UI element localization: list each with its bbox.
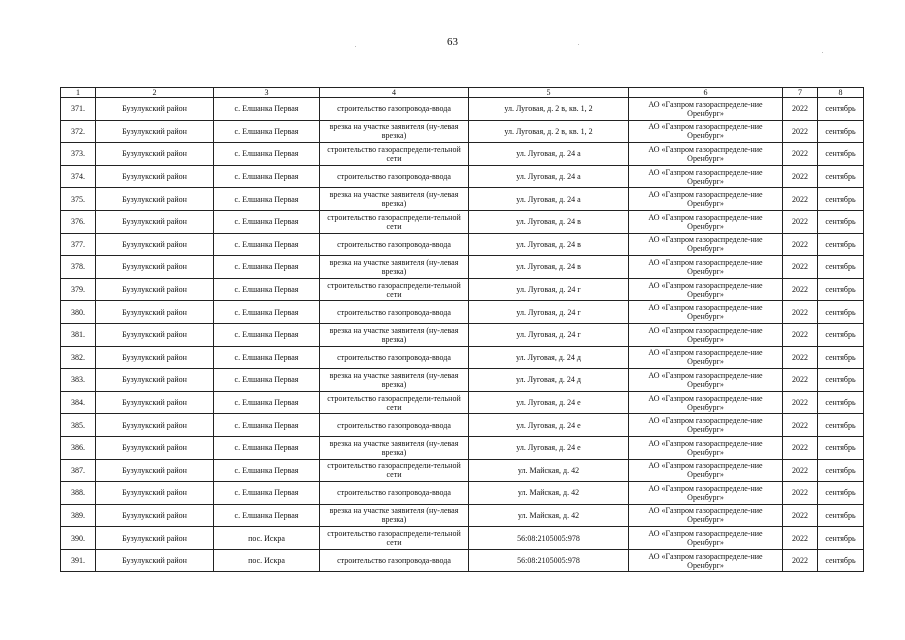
month-cell: сентябрь <box>818 527 864 550</box>
organization-cell: АО «Газпром газораспределе-ние Оренбург» <box>629 369 783 392</box>
table-row <box>61 98 864 121</box>
organization-cell: АО «Газпром газораспределе-ние Оренбург» <box>629 391 783 414</box>
address-cell: ул. Майская, д. 42 <box>469 482 629 505</box>
column-month-header: 8 <box>818 88 864 98</box>
row-number-cell: 388. <box>61 482 96 505</box>
address-cell: 56:08:2105005:978 <box>469 549 629 572</box>
address-cell: ул. Луговая, д. 24 в <box>469 256 629 279</box>
organization-cell: АО «Газпром газораспределе-ние Оренбург» <box>629 504 783 527</box>
table-row <box>61 233 864 256</box>
organization-cell: АО «Газпром газораспределе-ние Оренбург» <box>629 98 783 121</box>
work-type-cell: строительство газораспредели-тельной сети <box>320 278 469 301</box>
district-cell: Бузулукский район <box>96 369 214 392</box>
settlement-cell: с. Елшанка Первая <box>214 98 320 121</box>
month-cell: сентябрь <box>818 120 864 143</box>
year-cell: 2022 <box>783 346 818 369</box>
row-number-cell: 390. <box>61 527 96 550</box>
month-cell: сентябрь <box>818 233 864 256</box>
district-cell: Бузулукский район <box>96 482 214 505</box>
year-cell: 2022 <box>783 278 818 301</box>
address-cell: ул. Луговая, д. 24 е <box>469 414 629 437</box>
district-cell: Бузулукский район <box>96 391 214 414</box>
settlement-cell: с. Елшанка Первая <box>214 391 320 414</box>
work-type-cell: строительство газопровода-ввода <box>320 346 469 369</box>
year-cell: 2022 <box>783 165 818 188</box>
year-cell: 2022 <box>783 482 818 505</box>
address-cell: 56:08:2105005:978 <box>469 527 629 550</box>
address-cell: ул. Луговая, д. 24 а <box>469 188 629 211</box>
scan-speck <box>355 46 356 47</box>
settlement-cell: с. Елшанка Первая <box>214 482 320 505</box>
row-number-cell: 371. <box>61 98 96 121</box>
year-cell: 2022 <box>783 391 818 414</box>
organization-cell: АО «Газпром газораспределе-ние Оренбург» <box>629 459 783 482</box>
settlement-cell: с. Елшанка Первая <box>214 165 320 188</box>
table-row <box>61 188 864 211</box>
month-cell: сентябрь <box>818 504 864 527</box>
settlement-cell: с. Елшанка Первая <box>214 278 320 301</box>
address-cell: ул. Луговая, д. 24 а <box>469 143 629 166</box>
month-cell: сентябрь <box>818 346 864 369</box>
work-type-cell: врезка на участке заявителя (ну-левая врезка) <box>320 504 469 527</box>
settlement-cell: с. Елшанка Первая <box>214 346 320 369</box>
row-number-cell: 385. <box>61 414 96 437</box>
organization-cell: АО «Газпром газораспределе-ние Оренбург» <box>629 278 783 301</box>
month-cell: сентябрь <box>818 414 864 437</box>
work-type-cell: врезка на участке заявителя (ну-левая врезка) <box>320 120 469 143</box>
month-cell: сентябрь <box>818 143 864 166</box>
year-cell: 2022 <box>783 549 818 572</box>
work-type-cell: строительство газораспредели-тельной сети <box>320 143 469 166</box>
organization-cell: АО «Газпром газораспределе-ние Оренбург» <box>629 120 783 143</box>
row-number-cell: 375. <box>61 188 96 211</box>
column-number-header: 1 <box>61 88 96 98</box>
year-cell: 2022 <box>783 120 818 143</box>
address-cell: ул. Луговая, д. 24 а <box>469 165 629 188</box>
work-type-cell: строительство газораспредели-тельной сети <box>320 459 469 482</box>
settlement-cell: с. Елшанка Первая <box>214 323 320 346</box>
address-cell: ул. Луговая, д. 24 г <box>469 301 629 324</box>
table-row <box>61 527 864 550</box>
month-cell: сентябрь <box>818 210 864 233</box>
row-number-cell: 376. <box>61 210 96 233</box>
table-row <box>61 436 864 459</box>
work-type-cell: строительство газопровода-ввода <box>320 233 469 256</box>
settlement-cell: с. Елшанка Первая <box>214 369 320 392</box>
district-cell: Бузулукский район <box>96 436 214 459</box>
month-cell: сентябрь <box>818 459 864 482</box>
column-organization-header: 6 <box>629 88 783 98</box>
organization-cell: АО «Газпром газораспределе-ние Оренбург» <box>629 549 783 572</box>
table-row <box>61 482 864 505</box>
district-cell: Бузулукский район <box>96 143 214 166</box>
work-type-cell: строительство газораспредели-тельной сети <box>320 210 469 233</box>
work-type-cell: врезка на участке заявителя (ну-левая врезка) <box>320 369 469 392</box>
district-cell: Бузулукский район <box>96 98 214 121</box>
district-cell: Бузулукский район <box>96 527 214 550</box>
table-row <box>61 120 864 143</box>
district-cell: Бузулукский район <box>96 323 214 346</box>
settlement-cell: с. Елшанка Первая <box>214 504 320 527</box>
column-settlement-header: 3 <box>214 88 320 98</box>
address-cell: ул. Луговая, д. 24 е <box>469 391 629 414</box>
organization-cell: АО «Газпром газораспределе-ние Оренбург» <box>629 323 783 346</box>
row-number-cell: 377. <box>61 233 96 256</box>
row-number-cell: 378. <box>61 256 96 279</box>
organization-cell: АО «Газпром газораспределе-ние Оренбург» <box>629 301 783 324</box>
settlement-cell: с. Елшанка Первая <box>214 414 320 437</box>
district-cell: Бузулукский район <box>96 165 214 188</box>
address-cell: ул. Луговая, д. 24 г <box>469 323 629 346</box>
settlement-cell: с. Елшанка Первая <box>214 188 320 211</box>
work-type-cell: строительство газопровода-ввода <box>320 165 469 188</box>
month-cell: сентябрь <box>818 436 864 459</box>
data-table <box>60 87 864 572</box>
district-cell: Бузулукский район <box>96 549 214 572</box>
district-cell: Бузулукский район <box>96 459 214 482</box>
table-header <box>61 88 864 98</box>
table-row <box>61 414 864 437</box>
table-body <box>61 98 864 572</box>
address-cell: ул. Луговая, д. 24 д <box>469 346 629 369</box>
organization-cell: АО «Газпром газораспределе-ние Оренбург» <box>629 346 783 369</box>
month-cell: сентябрь <box>818 98 864 121</box>
address-cell: ул. Луговая, д. 24 в <box>469 210 629 233</box>
scan-speck <box>578 44 579 45</box>
month-cell: сентябрь <box>818 256 864 279</box>
column-address-header: 5 <box>469 88 629 98</box>
row-number-cell: 372. <box>61 120 96 143</box>
month-cell: сентябрь <box>818 165 864 188</box>
organization-cell: АО «Газпром газораспределе-ние Оренбург» <box>629 527 783 550</box>
district-cell: Бузулукский район <box>96 346 214 369</box>
organization-cell: АО «Газпром газораспределе-ние Оренбург» <box>629 143 783 166</box>
year-cell: 2022 <box>783 98 818 121</box>
work-type-cell: врезка на участке заявителя (ну-левая врезка) <box>320 323 469 346</box>
column-work-type-header: 4 <box>320 88 469 98</box>
address-cell: ул. Луговая, д. 24 д <box>469 369 629 392</box>
row-number-cell: 383. <box>61 369 96 392</box>
address-cell: ул. Луговая, д. 2 в, кв. 1, 2 <box>469 98 629 121</box>
year-cell: 2022 <box>783 369 818 392</box>
year-cell: 2022 <box>783 301 818 324</box>
year-cell: 2022 <box>783 143 818 166</box>
header-row <box>61 88 864 98</box>
address-cell: ул. Луговая, д. 24 е <box>469 436 629 459</box>
page-number: 63 <box>447 36 458 48</box>
organization-cell: АО «Газпром газораспределе-ние Оренбург» <box>629 414 783 437</box>
row-number-cell: 391. <box>61 549 96 572</box>
row-number-cell: 374. <box>61 165 96 188</box>
table-row <box>61 459 864 482</box>
month-cell: сентябрь <box>818 369 864 392</box>
month-cell: сентябрь <box>818 323 864 346</box>
month-cell: сентябрь <box>818 391 864 414</box>
district-cell: Бузулукский район <box>96 301 214 324</box>
row-number-cell: 373. <box>61 143 96 166</box>
work-type-cell: врезка на участке заявителя (ну-левая врезка) <box>320 256 469 279</box>
table-row <box>61 346 864 369</box>
address-cell: ул. Майская, д. 42 <box>469 504 629 527</box>
row-number-cell: 387. <box>61 459 96 482</box>
work-type-cell: строительство газопровода-ввода <box>320 301 469 324</box>
organization-cell: АО «Газпром газораспределе-ние Оренбург» <box>629 188 783 211</box>
settlement-cell: с. Елшанка Первая <box>214 459 320 482</box>
table-row <box>61 301 864 324</box>
row-number-cell: 379. <box>61 278 96 301</box>
year-cell: 2022 <box>783 436 818 459</box>
row-number-cell: 382. <box>61 346 96 369</box>
work-type-cell: строительство газораспредели-тельной сети <box>320 527 469 550</box>
settlement-cell: с. Елшанка Первая <box>214 143 320 166</box>
address-cell: ул. Майская, д. 42 <box>469 459 629 482</box>
month-cell: сентябрь <box>818 188 864 211</box>
table-row <box>61 369 864 392</box>
organization-cell: АО «Газпром газораспределе-ние Оренбург» <box>629 482 783 505</box>
scan-speck <box>822 52 823 53</box>
organization-cell: АО «Газпром газораспределе-ние Оренбург» <box>629 165 783 188</box>
month-cell: сентябрь <box>818 549 864 572</box>
district-cell: Бузулукский район <box>96 233 214 256</box>
settlement-cell: с. Елшанка Первая <box>214 233 320 256</box>
address-cell: ул. Луговая, д. 2 в, кв. 1, 2 <box>469 120 629 143</box>
work-type-cell: врезка на участке заявителя (ну-левая врезка) <box>320 188 469 211</box>
year-cell: 2022 <box>783 323 818 346</box>
district-cell: Бузулукский район <box>96 256 214 279</box>
district-cell: Бузулукский район <box>96 504 214 527</box>
table-row <box>61 256 864 279</box>
settlement-cell: пос. Искра <box>214 549 320 572</box>
district-cell: Бузулукский район <box>96 120 214 143</box>
organization-cell: АО «Газпром газораспределе-ние Оренбург» <box>629 233 783 256</box>
work-type-cell: строительство газопровода-ввода <box>320 414 469 437</box>
settlement-cell: с. Елшанка Первая <box>214 436 320 459</box>
settlement-cell: с. Елшанка Первая <box>214 210 320 233</box>
organization-cell: АО «Газпром газораспределе-ние Оренбург» <box>629 210 783 233</box>
row-number-cell: 380. <box>61 301 96 324</box>
district-cell: Бузулукский район <box>96 210 214 233</box>
year-cell: 2022 <box>783 527 818 550</box>
settlement-cell: с. Елшанка Первая <box>214 301 320 324</box>
work-type-cell: строительство газопровода-ввода <box>320 482 469 505</box>
column-year-header: 7 <box>783 88 818 98</box>
table-row <box>61 391 864 414</box>
settlement-cell: с. Елшанка Первая <box>214 256 320 279</box>
column-district-header: 2 <box>96 88 214 98</box>
table-row <box>61 549 864 572</box>
year-cell: 2022 <box>783 414 818 437</box>
row-number-cell: 384. <box>61 391 96 414</box>
row-number-cell: 386. <box>61 436 96 459</box>
organization-cell: АО «Газпром газораспределе-ние Оренбург» <box>629 436 783 459</box>
month-cell: сентябрь <box>818 301 864 324</box>
district-cell: Бузулукский район <box>96 188 214 211</box>
table-row <box>61 143 864 166</box>
work-type-cell: строительство газораспредели-тельной сети <box>320 391 469 414</box>
district-cell: Бузулукский район <box>96 278 214 301</box>
year-cell: 2022 <box>783 210 818 233</box>
year-cell: 2022 <box>783 504 818 527</box>
year-cell: 2022 <box>783 188 818 211</box>
settlement-cell: пос. Искра <box>214 527 320 550</box>
table-row <box>61 210 864 233</box>
work-type-cell: строительство газопровода-ввода <box>320 549 469 572</box>
month-cell: сентябрь <box>818 482 864 505</box>
work-type-cell: врезка на участке заявителя (ну-левая врезка) <box>320 436 469 459</box>
year-cell: 2022 <box>783 256 818 279</box>
address-cell: ул. Луговая, д. 24 г <box>469 278 629 301</box>
settlement-cell: с. Елшанка Первая <box>214 120 320 143</box>
district-cell: Бузулукский район <box>96 414 214 437</box>
year-cell: 2022 <box>783 459 818 482</box>
year-cell: 2022 <box>783 233 818 256</box>
organization-cell: АО «Газпром газораспределе-ние Оренбург» <box>629 256 783 279</box>
table-row <box>61 504 864 527</box>
table-row <box>61 278 864 301</box>
table-row <box>61 323 864 346</box>
work-type-cell: строительство газопровода-ввода <box>320 98 469 121</box>
row-number-cell: 389. <box>61 504 96 527</box>
month-cell: сентябрь <box>818 278 864 301</box>
table-row <box>61 165 864 188</box>
address-cell: ул. Луговая, д. 24 в <box>469 233 629 256</box>
row-number-cell: 381. <box>61 323 96 346</box>
